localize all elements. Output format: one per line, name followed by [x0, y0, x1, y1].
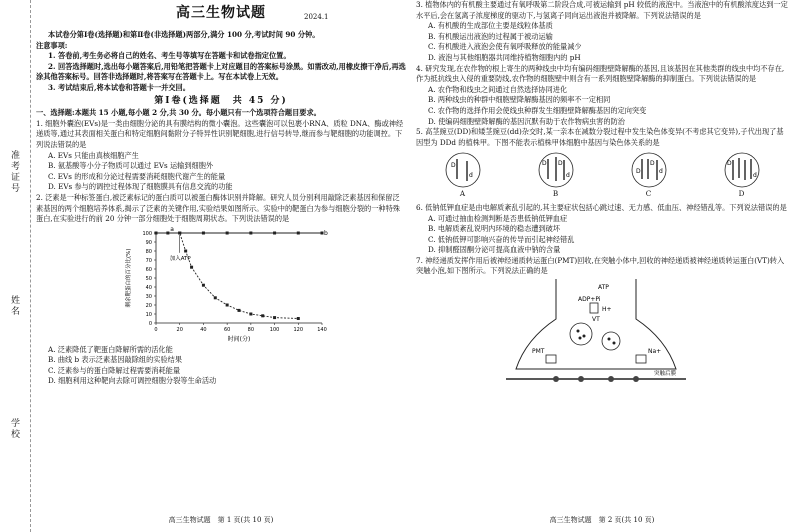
title-row [36, 0, 406, 30]
question-3-option-b: B. 有机酸运出液泡的过程属于被动运输 [428, 31, 553, 41]
question-3-option-d: D. 液泡与其他细胞器共同维持植物细胞内的 pH [428, 52, 581, 62]
exam-number-label: 准考证号 [9, 150, 19, 194]
data-point-a [261, 314, 264, 317]
note-3: 3. 考试结束后,将本试卷和答题卡一并交回。 [48, 82, 190, 92]
x-tick-label: 20 [176, 326, 183, 333]
data-point-b [297, 231, 300, 234]
y-tick-label: 50 [145, 275, 152, 282]
cell-figure-d [720, 151, 764, 200]
data-point-a [238, 309, 241, 312]
question-6-option-d: D. 抑制醛固酮分泌可提高血液中钠的含量 [428, 245, 561, 255]
data-point-a [273, 316, 276, 319]
cell-diagram-b [534, 151, 578, 189]
question-4-option-b: B. 两种线虫的种群中细胞壁降解酶基因的频率不一定相同 [428, 95, 611, 105]
x-tick-label: 40 [200, 326, 207, 333]
label-adp: ADP+Pi [578, 296, 601, 304]
data-point-a [184, 249, 187, 252]
gene-label-c1: D [635, 168, 641, 176]
question-2-option-b: B. 曲线 b 表示泛素基因敲除组的实验结果 [48, 355, 183, 365]
question-4-option-c: C. 农作物的选择作用会使线虫种群发生细胞壁降解酶基因的定向突变 [428, 105, 647, 115]
y-tick-label: 0 [148, 320, 152, 327]
synaptic-vesicle-2 [602, 332, 620, 350]
binding-margin [0, 0, 31, 532]
label-postsynaptic: 突触后膜 [654, 371, 677, 378]
x-tick-label: 80 [247, 326, 255, 333]
gene-label-d2: d [752, 172, 757, 180]
y-tick-label: 20 [145, 302, 152, 309]
data-point-a [190, 265, 193, 268]
question-4-option-a: A. 农作物和线虫之间通过自然选择协同进化 [428, 84, 568, 94]
question-1-option-b: B. 氨基酸等小分子物质可以通过 EVs 运输到细胞外 [48, 161, 214, 171]
x-tick-label: 120 [293, 326, 304, 333]
question-4-option-d: D. 使编码细胞壁降解酶的基因沉默有助于农作物病虫害的防治 [428, 116, 625, 126]
question-3-option-a: A. 有机酸的生成部位主要是线粒体基质 [428, 21, 553, 31]
question-2-chart [122, 227, 332, 345]
gene-label-d1: D [726, 160, 732, 168]
label-na: Na+ [648, 348, 662, 356]
cell-figure-d-label: D [738, 189, 745, 199]
gene-label-c2: D [649, 160, 655, 168]
gene-label-b1: D [541, 160, 547, 168]
vt-transporter [590, 303, 598, 313]
cell-figure-c [627, 151, 671, 200]
data-point-b [178, 231, 181, 234]
section-instruction: 一、选择题:本题共 15 小题,每小题 2 分,共 30 分。每小题只有一个选项符合题目要求。 [36, 108, 321, 118]
annotation-add-atp: 加入ATP [169, 255, 191, 262]
label-pmt: PMT [532, 348, 545, 356]
question-5-figures [416, 151, 788, 200]
cell-figure-b [534, 151, 578, 200]
question-2-option-d: D. 细胞利用这种靶向去除可调控细胞分裂等生命活动 [48, 376, 217, 386]
y-tick-label: 30 [145, 293, 152, 300]
note-1: 1. 答卷前,考生务必将自己的姓名、考生号等填写在答题卡和试卷指定位置。 [48, 51, 291, 61]
x-axis-label: 时间(分) [227, 335, 251, 343]
gene-label-b2: D [557, 160, 563, 168]
section-title: 第Ⅰ卷(选择题 共 45 分) [154, 95, 288, 106]
page-2 [416, 0, 788, 532]
data-point-b [249, 231, 252, 234]
cell-figure-a-label: A [459, 189, 466, 199]
gene-label-a2: d [468, 172, 473, 180]
question-6-option-b: B. 电解质紊乱说明内环境的稳态遭到破坏 [428, 224, 561, 234]
label-h-plus: H+ [602, 306, 612, 314]
question-4-stem: 4. 研究发现,在农作物的根上寄生的两种线虫中均有编码细胞壁降解酶的基因,且该基因在其他类群的线虫中均不存在,作为抵抗线虫入侵的重要防线,农作物的细胞壁中则含有一系列细胞壁降解酶的抑制蛋白。下列说法错误的是 [416, 63, 785, 84]
question-3-stem: 3. 植物体内的有机酸主要通过有氧呼吸第二阶段合成,可被运输到 pH 较低的液泡中。当液泡中的有机酸浓度达到一定水平后,会在氢离子浓度梯度的驱动下,与氢离子同向运出液泡并被降解。下列说法错误的是 [416, 0, 788, 20]
y-tick-label: 10 [145, 311, 152, 318]
data-point-a [226, 303, 229, 306]
question-3-option-c: C. 有机酸进入液泡会使有氧呼吸释放的能量减少 [428, 42, 582, 52]
question-6-option-c: C. 低钠低钾可影响兴奋的传导而引起神经错乱 [428, 234, 575, 244]
question-6-option-a: A. 可通过抽血检测判断是否患低钠低钾血症 [428, 213, 568, 223]
label-atp: ATP [598, 284, 609, 292]
y-tick-label: 90 [145, 239, 152, 246]
annotation-b: b [324, 229, 328, 237]
data-point-b [226, 231, 229, 234]
cell-figure-c-label: C [645, 189, 652, 199]
exam-title: 高三生物试题 [176, 5, 266, 21]
data-point-b [202, 231, 205, 234]
annotation-a: a [170, 226, 174, 233]
y-axis-label: 剩余靶蛋白的百分比(%) [126, 248, 132, 308]
question-2-stem: 2. 泛素是一种标签蛋白,被泛素标记的蛋白质可以被蛋白酶体识别并降解。研究人员分别利用敲除泛素基因和保留泛素基因的两个细胞培养体系,揭示了泛素的关键作用,实验结果如图所示。实验中的靶蛋白为参与细胞分裂的一种特殊蛋白,在实验进行的前 20 分钟一部分细胞处于细胞周期状态。下列说法错误的是 [36, 192, 400, 224]
data-point-b [273, 231, 276, 234]
pmt-transporter-right [636, 355, 646, 363]
y-tick-label: 100 [142, 230, 152, 237]
y-tick-label: 40 [145, 284, 152, 291]
y-tick-label: 80 [145, 248, 152, 255]
y-tick-label: 60 [145, 266, 152, 273]
question-1-stem: 1. 细胞外囊泡(EVs)是一类由细胞分泌的具有膜结构的微小囊泡。这些囊泡可以包裹小RNA、质粒 DNA、酶或神经递质等,通过其表面相关蛋白和特定细胞间黏附分子特异性识别靶细胞,进行信号转导,继而参与靶细胞的功能调控。下列说法错误的是 [36, 118, 404, 149]
page-2-footer: 高三生物试题 第 2 页(共 10 页) [549, 516, 655, 525]
cell-figure-a [441, 151, 485, 200]
data-point-a [214, 296, 217, 299]
name-label: 姓名 [9, 295, 19, 317]
question-5-stem: 5. 高茎豌豆(DD)和矮茎豌豆(dd)杂交时,某一亲本在减数分裂过程中发生染色体变异(不考虑其它变异),子代出现了基因型为 DDd 的植株甲。下图不能表示植株甲体细胞中基因与染色体关系的是 [416, 127, 784, 147]
question-7-stem: 7. 神经递质发挥作用后被神经递质转运蛋白(PMT)回收,在突触小体中,回收的神经递质被神经递质转运蛋白(VT)转入突触小泡,如下图所示。下列说法正确的是 [416, 255, 785, 276]
data-point-a [249, 312, 252, 315]
synaptic-vesicle-1 [570, 323, 592, 345]
x-tick-label: 0 [154, 326, 158, 333]
gene-label-c3: d [658, 168, 663, 176]
x-tick-label: 140 [317, 326, 327, 333]
cell-diagram-a [441, 151, 485, 189]
data-point-a [297, 317, 300, 320]
page-1 [36, 0, 406, 532]
label-vt: VT [592, 316, 600, 324]
notes-title: 注意事项: [36, 40, 68, 50]
question-2-option-c: C. 泛素参与的蛋白降解过程需要消耗能量 [48, 365, 181, 375]
cell-diagram-d [720, 151, 764, 189]
note-2: 2. 回答选择题时,选出每小题答案后,用铅笔把答题卡上对应题目的答案标号涂黑。如需改动,用橡皮擦干净后,再选涂其他答案标号。回答非选择题时,将答案写在答题卡上。写在本试卷上无效。 [36, 61, 406, 82]
gene-label-b3: d [565, 172, 570, 180]
intro-paragraph: 本试卷分第Ⅰ卷(选择题)和第Ⅱ卷(非选择题)两部分,满分 100 分,考试时间 90 分钟。 [48, 30, 320, 39]
page-1-footer: 高三生物试题 第 1 页(共 10 页) [168, 516, 274, 525]
question-6-stem: 6. 低钠低钾血症是由电解质紊乱引起的,其主要症状包括心跳过速、无力感、低血压、神经错乱等。下列说法错误的是 [416, 202, 787, 212]
cell-diagram-c [627, 151, 671, 189]
school-label: 学校 [9, 418, 19, 440]
pmt-transporter-left [546, 355, 556, 363]
question-1-option-c: C. EVs 的形成和分泌过程需要消耗细胞代谢产生的能量 [48, 171, 226, 181]
data-point-b [155, 231, 158, 234]
question-2-option-a: A. 泛素降低了靶蛋白降解所需的活化能 [48, 344, 173, 354]
y-tick-label: 70 [145, 257, 152, 264]
question-1-option-a: A. EVs 只能由真核细胞产生 [48, 150, 139, 160]
question-1-option-d: D. EVs 参与的调控过程体现了细胞膜具有信息交流的功能 [48, 182, 233, 192]
x-tick-label: 100 [269, 326, 280, 333]
exam-date: 2024.1 [304, 13, 329, 21]
x-tick-label: 60 [223, 326, 231, 333]
cell-figure-b-label: B [552, 189, 559, 199]
synapse-diagram [486, 279, 706, 387]
data-point-a [202, 283, 205, 286]
gene-label-a1: D [450, 162, 456, 170]
